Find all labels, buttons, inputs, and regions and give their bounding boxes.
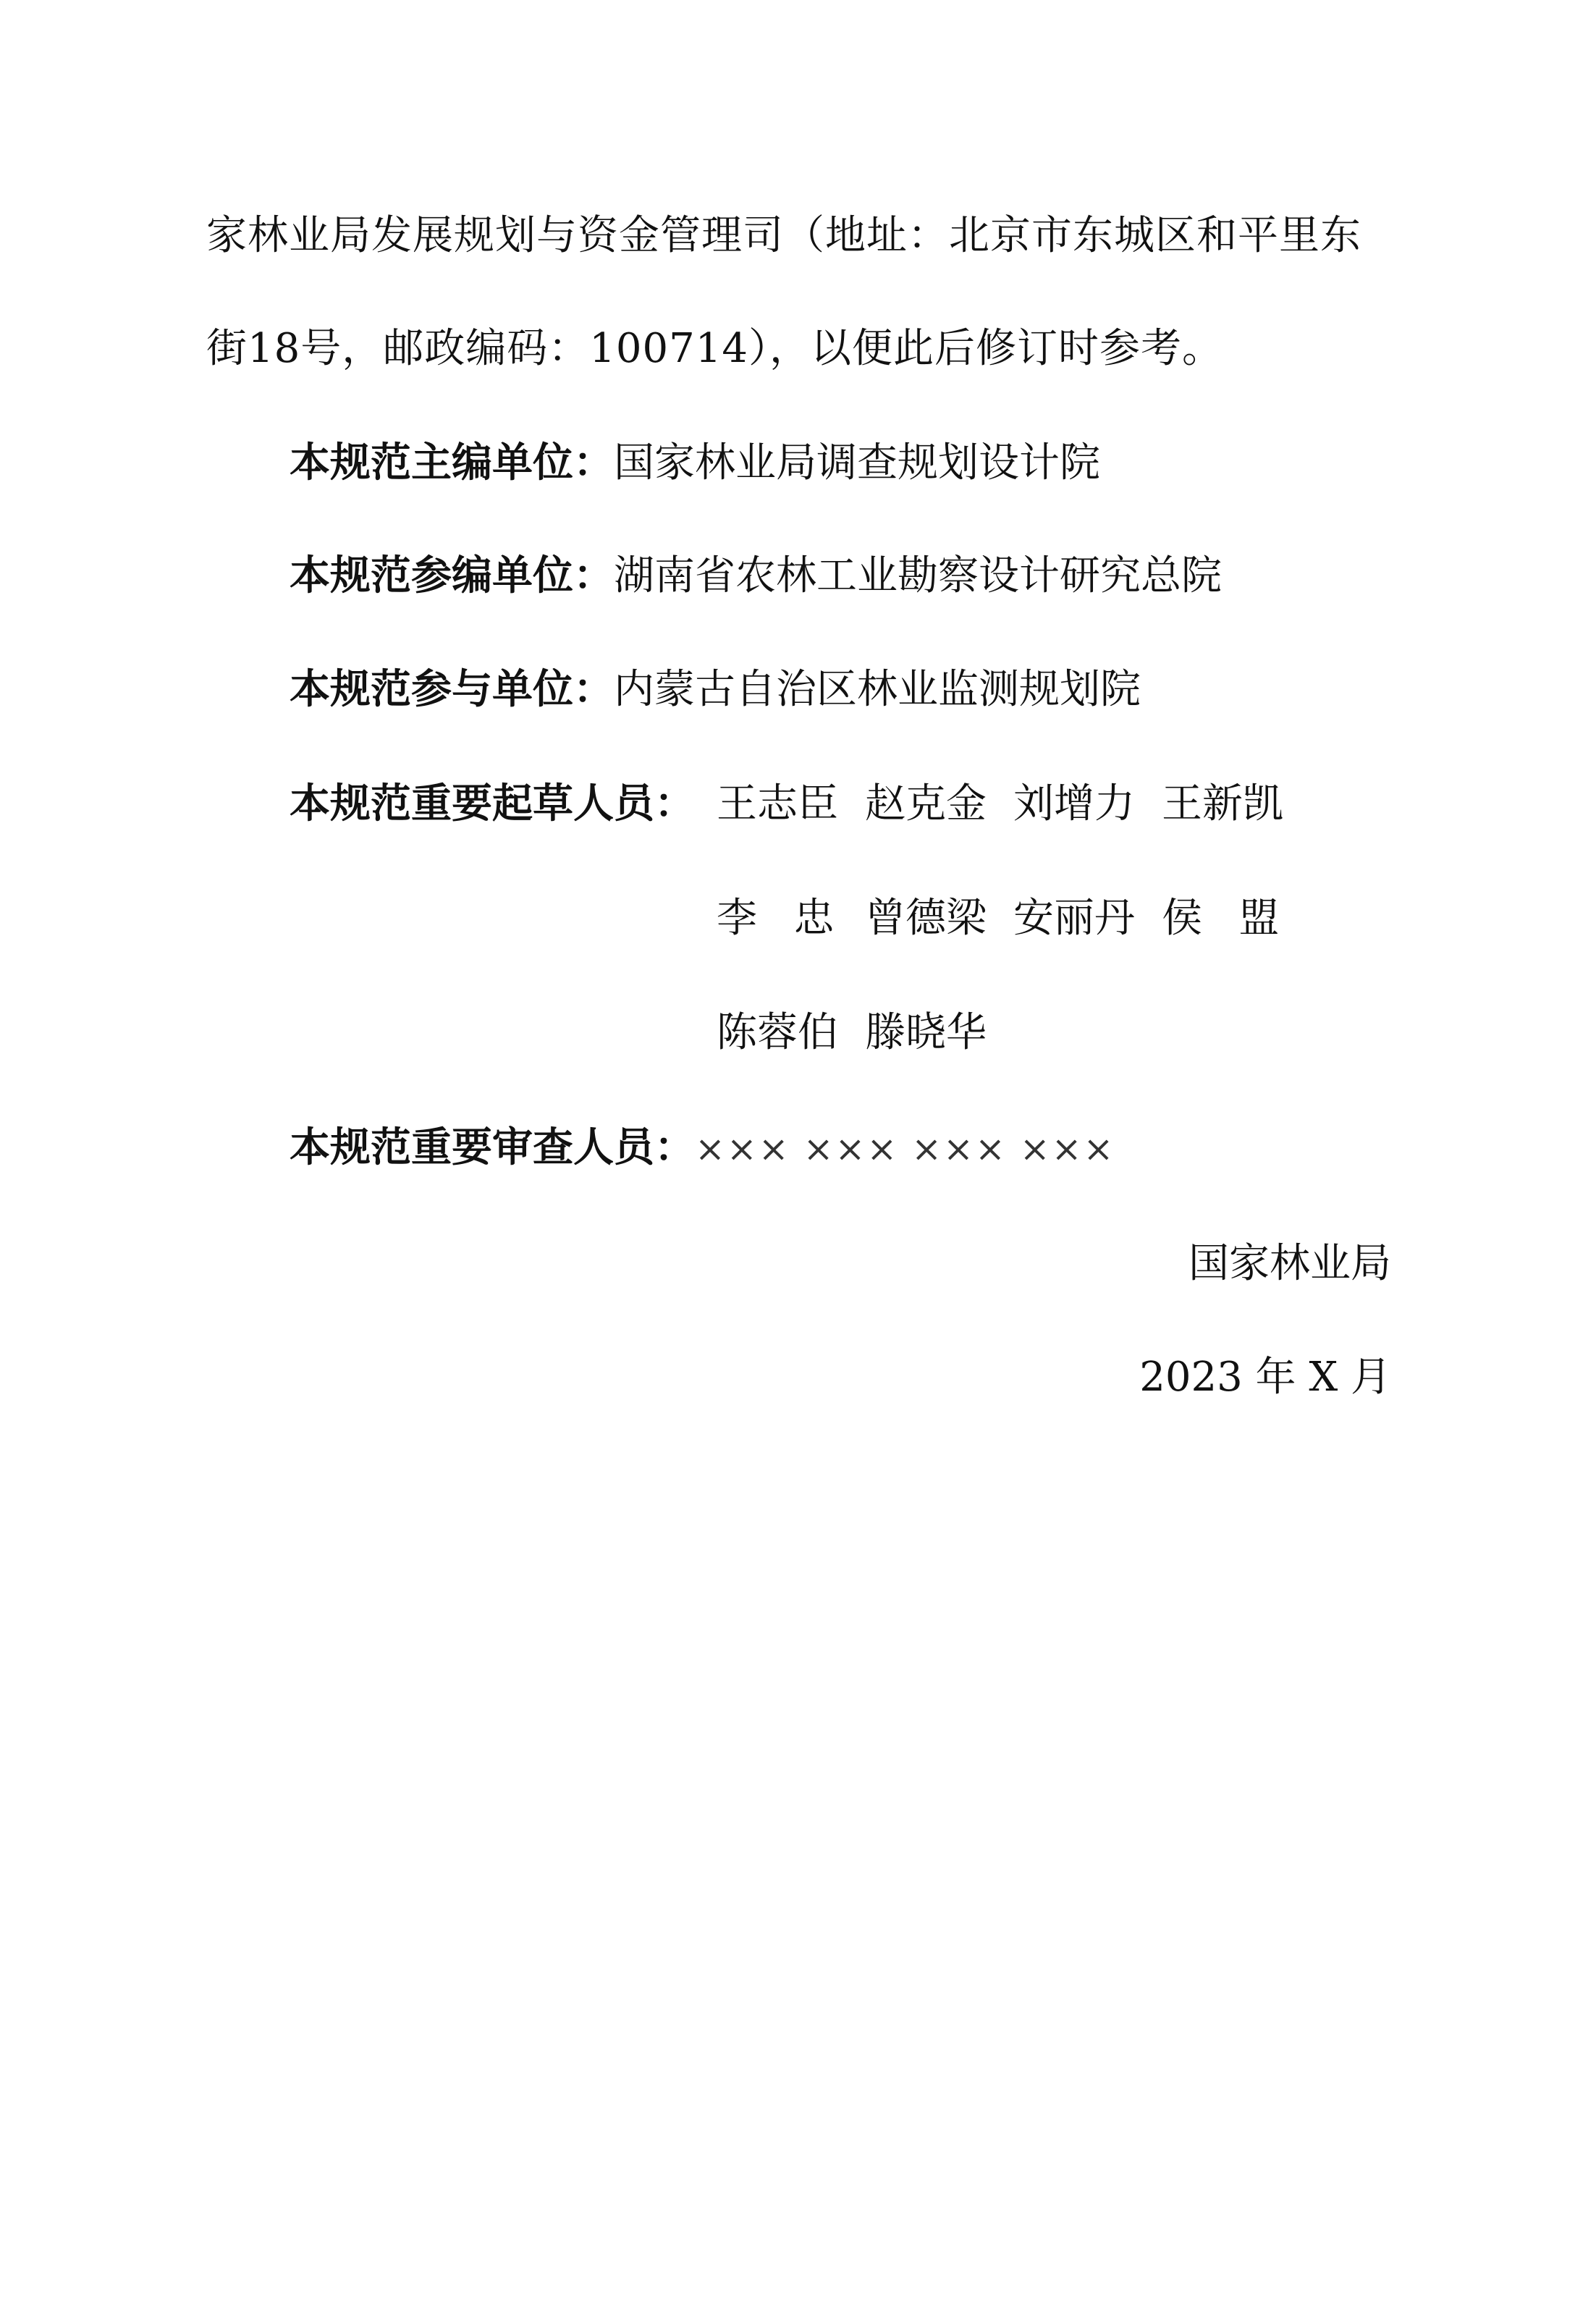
- co-editor-row: [290, 550, 1222, 602]
- drafter-name: 陈蓉伯: [717, 1009, 838, 1056]
- drafters-label: 本规范重要起草人员：: [290, 780, 695, 827]
- participant-label: 本规范参与单位：: [290, 666, 614, 713]
- drafter-name: 侯盟: [1162, 895, 1316, 942]
- drafters-names-row-1: [717, 778, 1310, 830]
- drafter-name: 曾德梁: [865, 895, 987, 942]
- drafter-name: 王志臣: [717, 780, 838, 827]
- drafter-name: 安丽丹: [1013, 895, 1135, 942]
- signature-date: 2023 年 X 月: [1139, 1354, 1391, 1401]
- drafter-name: 王新凯: [1162, 780, 1283, 827]
- drafter-name: 赵克金: [865, 780, 987, 827]
- signature-organization: 国家林业局: [1188, 1240, 1391, 1287]
- reviewers-row: [290, 1122, 1115, 1175]
- participant-row: [290, 664, 1141, 716]
- intro-line-2: 街18号，邮政编码：100714），以便此后修订时参考。: [206, 325, 1224, 372]
- reviewers-label: 本规范重要审查人员：: [290, 1124, 695, 1171]
- drafter-name: 滕晓华: [865, 1009, 987, 1056]
- chief-editor-value: 国家林业局调查规划设计院: [614, 439, 1100, 486]
- participant-value: 内蒙古自治区林业监测规划院: [614, 666, 1141, 713]
- drafters-names-row-2: [717, 893, 1316, 945]
- drafter-name: 李忠: [717, 895, 871, 942]
- chief-editor-row: [290, 437, 1100, 489]
- drafters-row: [290, 778, 695, 830]
- reviewers-value: ××× ××× ××× ×××: [695, 1128, 1115, 1170]
- co-editor-label: 本规范参编单位：: [290, 552, 614, 599]
- chief-editor-label: 本规范主编单位：: [290, 439, 614, 486]
- drafters-names-row-3: [717, 1007, 1013, 1059]
- intro-line-1: 家林业局发展规划与资金管理司（地址：北京市东城区和平里东: [206, 212, 1361, 259]
- drafter-name: 刘增力: [1013, 780, 1135, 827]
- co-editor-value: 湖南省农林工业勘察设计研究总院: [614, 552, 1222, 599]
